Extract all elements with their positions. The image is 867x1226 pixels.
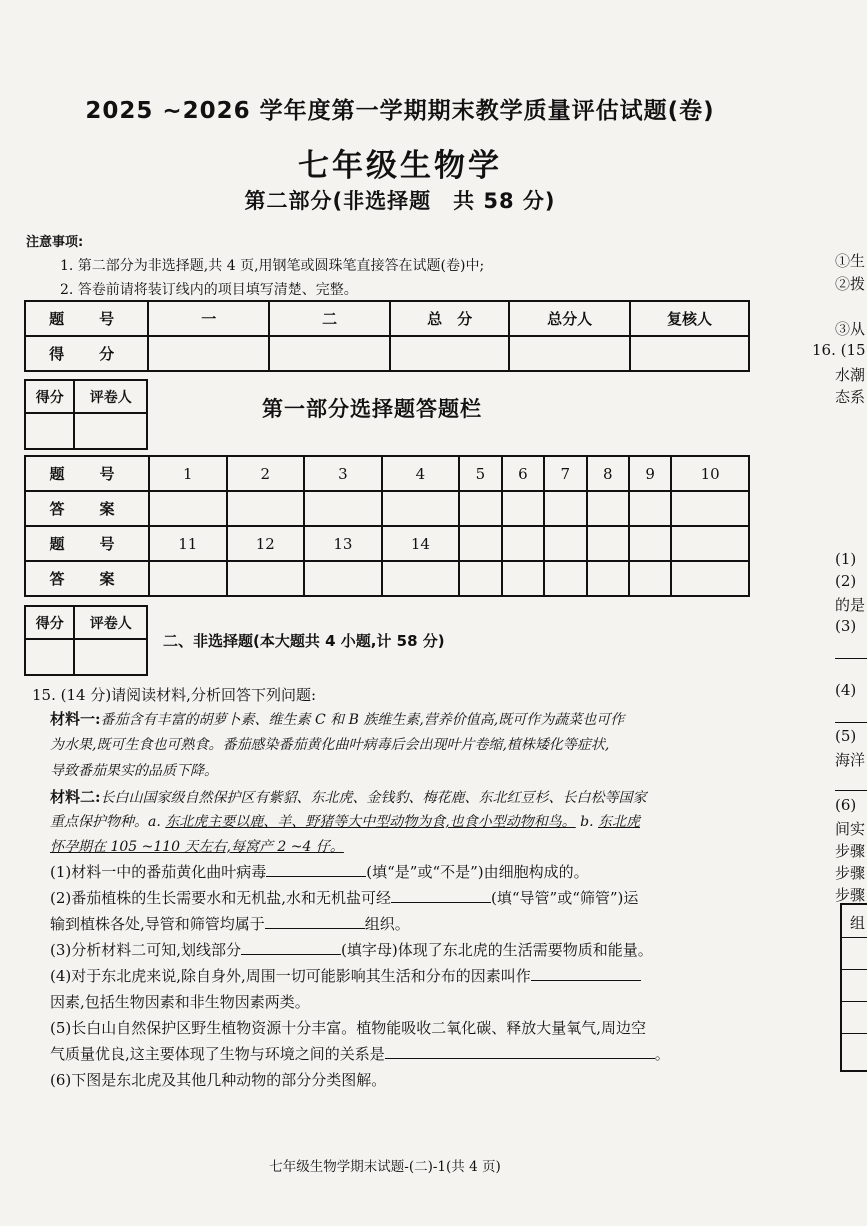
adjacent-page-text: 组: [850, 914, 866, 932]
q15-material2-text: 长白山国家级自然保护区有紫貂、东北虎、金钱豹、梅花鹿、东北红豆杉、长白松等国家: [100, 790, 647, 806]
answer-cell[interactable]: [382, 491, 460, 526]
adjacent-page-text: 水潮: [835, 366, 866, 384]
q15-sub5-text: 。: [654, 1045, 670, 1063]
answer-cell[interactable]: [544, 491, 586, 526]
q15-material1-label: 材料一:: [50, 710, 101, 728]
score-cell-totaler[interactable]: [509, 336, 630, 371]
q15-sub4-text: (4)对于东北虎来说,除自身外,周围一切可能影响其生活和分布的因素叫作: [50, 967, 531, 985]
answer-num-cell: [502, 526, 544, 561]
section2-title: 二、非选择题(本大题共 4 小题,计 58 分): [163, 632, 445, 650]
q15-sub2-cont: [50, 913, 765, 934]
q15-material2-text: b.: [575, 814, 599, 830]
adjacent-page-text: (2): [835, 572, 857, 590]
adjacent-table-rule: [842, 1001, 867, 1002]
adjacent-page-text: (5): [835, 727, 857, 745]
part-title: 第二部分(非选择题 共 58 分): [244, 189, 556, 213]
adjacent-page-table: [840, 903, 867, 1072]
answer-cell[interactable]: [304, 491, 382, 526]
q15-underlined-b: 怀孕期在 105 ~110 天左右,每窝产 2 ~4 仔。: [50, 839, 344, 855]
adjacent-table-rule: [842, 1033, 867, 1034]
grader-box-grader-label: 评卷人: [74, 380, 147, 413]
grader-box-score-label: 得分: [25, 380, 74, 413]
adjacent-page-text: 海洋: [835, 751, 866, 769]
answer-cell[interactable]: [459, 561, 501, 596]
answer-grid-ans-label: 答 案: [25, 561, 149, 596]
adjacent-page-text: 步骤: [835, 842, 866, 860]
answer-num-cell: [629, 526, 671, 561]
grader-box-grader-cell[interactable]: [74, 639, 147, 675]
adjacent-page-text: (1): [835, 550, 857, 568]
q15-material2-text: 重点保护物种。a.: [50, 814, 166, 830]
answer-cell[interactable]: [459, 491, 501, 526]
q15-material1-line3: [50, 760, 765, 780]
grader-box-1: [24, 379, 148, 450]
score-table: [24, 300, 750, 372]
adjacent-page-text: (6): [835, 796, 857, 814]
q15-sub2-text: 输到植株各处,导管和筛管均属于: [50, 915, 265, 933]
q15-stem: 15. (14 分)请阅读材料,分析回答下列问题:: [32, 686, 317, 704]
answer-cell[interactable]: [502, 561, 544, 596]
answer-num-cell: 5: [459, 456, 501, 491]
adjacent-page-text: 的是: [835, 596, 866, 614]
grader-box-2: [24, 605, 148, 676]
q15-sub3-answer-blank[interactable]: [241, 940, 341, 955]
notice-item-1: 1. 第二部分为非选择题,共 4 页,用钢笔或圆珠笔直接答在试题(卷)中;: [60, 258, 485, 274]
grader-box-score-cell[interactable]: [25, 413, 74, 449]
answer-cell[interactable]: [149, 561, 227, 596]
answer-num-cell: [544, 526, 586, 561]
answer-cell[interactable]: [629, 561, 671, 596]
q15-sub6: [50, 1069, 765, 1090]
q15-underlined-a: 东北虎主要以鹿、羊、野猪等大中型动物为食,也食小型动物和鸟。: [165, 814, 576, 830]
q15-sub1-answer-blank[interactable]: [266, 862, 366, 877]
q15-sub6-text: (6)下图是东北虎及其他几种动物的部分分类图解。: [50, 1071, 387, 1089]
score-cell-total[interactable]: [390, 336, 509, 371]
adjacent-page-text: 间实: [835, 820, 866, 838]
q15-material2-line1: [50, 786, 765, 807]
page-footer: 七年级生物学期末试题-(二)-1(共 4 页): [269, 1159, 501, 1175]
q15-material1-line1: [50, 708, 765, 729]
answer-grid: [24, 455, 750, 597]
q15-sub5-answer-blank[interactable]: [385, 1044, 655, 1059]
adjacent-page-text: ②拨: [835, 275, 866, 293]
answer-num-cell: 13: [304, 526, 382, 561]
q15-sub2-answer-blank-2[interactable]: [265, 914, 365, 929]
answer-grid-num-label: 题 号: [25, 526, 149, 561]
adjacent-table-rule: [842, 969, 867, 970]
q15-material1-line2: [50, 734, 765, 754]
score-header-part1: 一: [148, 301, 269, 336]
score-header-reviewer: 复核人: [630, 301, 749, 336]
notice-item-2: 2. 答卷前请将装订线内的项目填写清楚、完整。: [60, 282, 358, 298]
answer-num-cell: 12: [227, 526, 305, 561]
adjacent-page-text: 16. (15: [812, 341, 866, 359]
score-row-label: 得 分: [25, 336, 148, 371]
score-cell-reviewer[interactable]: [630, 336, 749, 371]
answer-num-cell: 11: [149, 526, 227, 561]
exam-title: 2025 ~2026 学年度第一学期期末教学质量评估试题(卷): [85, 98, 715, 124]
adjacent-page-text: 步骤: [835, 886, 866, 904]
q15-sub2-text: 组织。: [364, 915, 410, 933]
score-cell-part1[interactable]: [148, 336, 269, 371]
adjacent-page-answer-line: [835, 722, 867, 723]
adjacent-page-answer-line: [835, 790, 867, 791]
q15-material2-line3: [50, 836, 765, 856]
q15-material1-text: 番茄含有丰富的胡萝卜素、维生素 C 和 B 族维生素,营养价值高,既可作为蔬菜也可作: [100, 712, 625, 728]
q15-sub3-text: (3)分析材料二可知,划线部分: [50, 941, 242, 959]
answer-num-cell: 7: [544, 456, 586, 491]
answer-num-cell: 3: [304, 456, 382, 491]
q15-sub5: [50, 1017, 765, 1038]
subject-title: 七年级生物学: [298, 148, 502, 184]
notice-heading: 注意事项:: [26, 235, 84, 250]
q15-sub5-text: 气质量优良,这主要体现了生物与环境之间的关系是: [50, 1045, 385, 1063]
adjacent-page-text: ①生: [835, 252, 866, 270]
answer-cell[interactable]: [671, 561, 749, 596]
answer-cell[interactable]: [227, 491, 305, 526]
answer-num-cell: 6: [502, 456, 544, 491]
grader-box-grader-cell[interactable]: [74, 413, 147, 449]
grader-box-score-cell[interactable]: [25, 639, 74, 675]
answer-num-cell: 1: [149, 456, 227, 491]
answer-cell[interactable]: [304, 561, 382, 596]
answer-cell[interactable]: [382, 561, 460, 596]
q15-sub1-text: (填“是”或“不是”)由细胞构成的。: [366, 863, 589, 881]
q15-material2-label: 材料二:: [50, 788, 101, 806]
q15-sub2-answer-blank-1[interactable]: [391, 888, 491, 903]
answer-num-cell: [587, 526, 629, 561]
adjacent-page-text: 态系: [835, 388, 866, 406]
score-header-totaler: 总分人: [509, 301, 630, 336]
answer-num-cell: 10: [671, 456, 749, 491]
q15-sub4-text: 因素,包括生物因素和非生物因素两类。: [50, 993, 310, 1011]
answer-cell[interactable]: [544, 561, 586, 596]
answer-cell[interactable]: [629, 491, 671, 526]
answer-num-cell: 2: [227, 456, 305, 491]
answer-num-cell: 4: [382, 456, 460, 491]
answer-cell[interactable]: [149, 491, 227, 526]
q15-sub3-text: (填字母)体现了东北虎的生活需要物质和能量。: [341, 941, 653, 959]
section1-title: 第一部分选择题答题栏: [262, 397, 482, 421]
q15-sub4-cont: [50, 991, 765, 1012]
q15-material1-text: 为水果,既可生食也可熟食。番茄感染番茄黄化曲叶病毒后会出现叶片卷缩,植株矮化等症状,: [50, 737, 610, 753]
q15-sub1: [50, 861, 765, 882]
adjacent-page-text: (4): [835, 681, 857, 699]
answer-grid-ans-label: 答 案: [25, 491, 149, 526]
adjacent-table-rule: [842, 937, 867, 938]
answer-cell[interactable]: [502, 491, 544, 526]
answer-grid-num-label: 题 号: [25, 456, 149, 491]
q15-sub2: [50, 887, 765, 908]
q15-sub5-text: (5)长白山自然保护区野生植物资源十分丰富。植物能吸收二氧化碳、释放大量氧气,周边空: [50, 1019, 647, 1037]
adjacent-page-answer-line: [835, 658, 867, 659]
answer-cell[interactable]: [671, 491, 749, 526]
q15-sub5-cont: [50, 1043, 765, 1064]
q15-sub2-text: (填“导管”或“筛管”)运: [491, 889, 639, 907]
answer-num-cell: 14: [382, 526, 460, 561]
q15-underlined-b: 东北虎: [598, 814, 641, 830]
q15-material2-line2: [50, 811, 765, 831]
score-header-question: 题 号: [25, 301, 148, 336]
q15-sub4-answer-blank[interactable]: [531, 966, 641, 981]
answer-cell[interactable]: [587, 491, 629, 526]
answer-num-cell: 9: [629, 456, 671, 491]
answer-num-cell: 8: [587, 456, 629, 491]
adjacent-page-text: 步骤: [835, 864, 866, 882]
grader-box-grader-label: 评卷人: [74, 606, 147, 639]
score-cell-part2[interactable]: [269, 336, 390, 371]
q15-material1-text: 导致番茄果实的品质下降。: [50, 763, 218, 779]
q15-sub2-text: (2)番茄植株的生长需要水和无机盐,水和无机盐可经: [50, 889, 392, 907]
answer-num-cell: [671, 526, 749, 561]
score-header-total: 总 分: [390, 301, 509, 336]
answer-num-cell: [459, 526, 501, 561]
q15-sub3: [50, 939, 765, 960]
answer-cell[interactable]: [227, 561, 305, 596]
score-header-part2: 二: [269, 301, 390, 336]
answer-cell[interactable]: [587, 561, 629, 596]
grader-box-score-label: 得分: [25, 606, 74, 639]
adjacent-page-text: ③从: [835, 320, 866, 338]
adjacent-page-text: (3): [835, 617, 857, 635]
q15-sub1-text: (1)材料一中的番茄黄化曲叶病毒: [50, 863, 267, 881]
q15-sub4: [50, 965, 765, 986]
